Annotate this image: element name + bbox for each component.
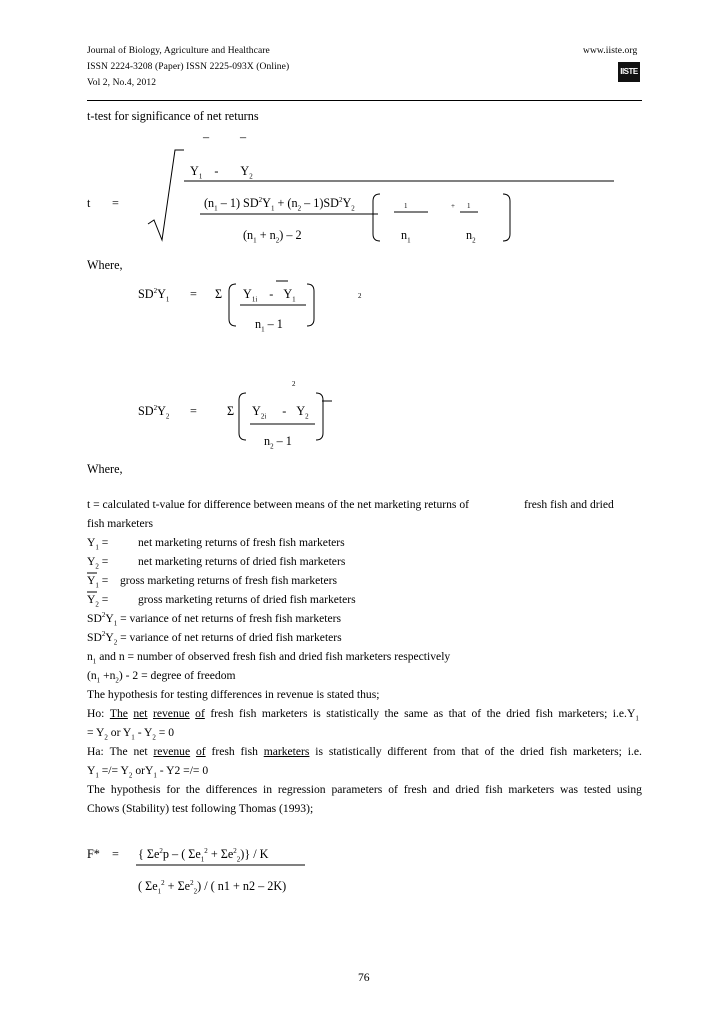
chow-word: fish [485, 783, 503, 796]
chow-word: was [559, 783, 579, 796]
ho-word: fish [535, 707, 553, 720]
chow-word: fresh [403, 783, 427, 796]
ho-word: statistically [326, 707, 380, 720]
ho-word: revenue [153, 707, 190, 720]
ho-word: same [404, 707, 428, 720]
right-bracket [503, 194, 510, 241]
def-sd2: $SD^2Y_2$ = variance of net returns of dried fish marketers [87, 630, 342, 647]
t-label: t [87, 196, 91, 210]
journal-url[interactable]: www.iiste.org [583, 46, 638, 56]
where-label-1: Where, [87, 258, 123, 272]
ha-word: marketers [263, 745, 310, 758]
chow-word: marketers [508, 783, 555, 796]
chow-word: dried [455, 783, 480, 796]
sd2-sigma: Σ [227, 404, 235, 418]
frac2-denominator: $n_2$ [466, 228, 476, 245]
sd2-denominator: $n_2 - 1$ [264, 434, 292, 451]
frac1-numerator: 1 [404, 202, 408, 210]
ha-word: fish [240, 745, 258, 758]
ho-word: of [195, 707, 205, 720]
left-bracket [373, 194, 380, 241]
pooled-variance-denominator: $(n_1 + n_2) - 2$ [243, 228, 302, 245]
ho-word: fish [238, 707, 257, 720]
section-heading: t-test for significance of net returns [87, 109, 259, 123]
def-y1bar: $Y_1$ = [87, 574, 109, 590]
chow-word: regression [277, 783, 326, 796]
sd1-numerator: $Y_{1i} - Y_1$ [243, 287, 296, 304]
chow-word: and [432, 783, 450, 796]
iiste-logo: IISTE [618, 62, 640, 82]
ho-word: the [384, 707, 399, 720]
page-number: 76 [358, 971, 370, 984]
sd2-right-paren [316, 393, 323, 440]
sd1-exponent: 2 [358, 292, 362, 300]
sd2-equals: = [190, 404, 197, 418]
sd1-denominator: $n_1 - 1$ [255, 317, 283, 334]
def-sd1: $SD^2Y_1$ = variance of net returns of fresh fish marketers [87, 611, 342, 628]
ho-end-symbol: $Y_1$ [627, 707, 639, 723]
chow-word: differences [205, 783, 258, 796]
chow-word: in [263, 783, 273, 796]
ha-word: dried [520, 745, 544, 758]
ho-word: The [109, 707, 128, 720]
def-y2: $Y_2$ = [87, 555, 109, 571]
where-label-2: Where, [87, 462, 123, 476]
sd2-exponent: 2 [292, 380, 296, 388]
t-definition: t = calculated t-value for difference between means of the net marketing returns of [87, 498, 469, 511]
ha-line-2: $Y_1$ =/= $Y_2$ orY$_1$ - Y2 =/= 0 [87, 764, 209, 780]
ho-word: fresh [210, 707, 234, 720]
plus-sign: + [451, 202, 455, 210]
bar-mark-1: – [203, 130, 210, 144]
ho-word: dried [506, 707, 531, 720]
sd2-lhs: $SD^2Y_2$ [138, 403, 170, 421]
ha-word: Ha: [87, 745, 104, 758]
f-numerator: { $\Sigma e^2p$ – ( $\Sigma e_1^2 + \Sigma e^2_2)\} / K$ [138, 846, 269, 864]
sd1-sigma: Σ [215, 287, 223, 301]
f-equals: = [112, 847, 119, 861]
ho-word: the [486, 707, 501, 720]
ha-word: marketers; [572, 745, 622, 758]
ha-word: of [195, 745, 206, 758]
ho-word: as [433, 707, 444, 720]
issn-line: ISSN 2224-3208 (Paper) ISSN 2225-093X (Online) [87, 62, 290, 72]
def-y1bar-text: gross marketing returns of fresh fish marketers [120, 574, 337, 587]
ha-word: The [109, 745, 128, 758]
ho-word: marketers [261, 707, 308, 720]
ho-word: i.e. [612, 707, 627, 720]
hypothesis-intro: The hypothesis for testing differences in revenue is stated thus; [87, 688, 380, 701]
ha-word: the [500, 745, 515, 758]
sd1-left-paren [229, 284, 236, 326]
ha-word: revenue [153, 745, 191, 758]
sd1-equals: = [190, 287, 197, 301]
def-n: $n_1$ and n = number of observed fresh fish and dried fish marketers respectively [87, 650, 451, 666]
f-lhs: F* [87, 847, 100, 861]
pooled-variance-numerator: $(n_1 - 1) SD^2Y_1 + (n_2 - 1)SD^2Y_2$ [204, 195, 355, 213]
ha-word: of [484, 745, 495, 758]
ha-word: fish [549, 745, 568, 758]
ha-word: fresh [211, 745, 235, 758]
sd1-lhs: $SD^2Y_1$ [138, 286, 170, 304]
ha-word: net [133, 745, 148, 758]
ha-word: is [315, 745, 323, 758]
sd2-numerator: $Y_{2i} - Y_2$ [252, 404, 309, 421]
def-df: $(n_1 +n_2) - 2$ = degree of freedom [87, 669, 236, 685]
def-y1: $Y_1$ = [87, 536, 109, 552]
ha-word: i.e. [627, 745, 642, 758]
chow-word: tested [583, 783, 611, 796]
volume-line: Vol 2, No.4, 2012 [87, 78, 157, 88]
radical-sign [148, 150, 184, 240]
ha-word: that [461, 745, 479, 758]
chow-line-2: Chows (Stability) test following Thomas (1993); [87, 802, 314, 815]
chow-word: the [185, 783, 200, 796]
ha-word: from [432, 745, 456, 758]
ho-word: marketers; [558, 707, 608, 720]
bar-mark-2: – [240, 130, 247, 144]
ho-word: of [471, 707, 482, 720]
ho-word: net [133, 707, 148, 720]
ho-word: that [448, 707, 466, 720]
ho-word: is [313, 707, 321, 720]
f-denominator: ( $\Sigma e_1^2 + \Sigma e^2_2$) / ( n1 + n2 – 2K) [138, 878, 287, 896]
def-y2bar: $Y_2$ = [87, 593, 109, 609]
frac2-numerator: 1 [467, 202, 471, 210]
t-numerator: $Y_1 - Y_2$ [190, 164, 253, 181]
chow-word: parameters [331, 783, 383, 796]
sd1-right-paren [307, 284, 314, 326]
def-y1-text: net marketing returns of fresh fish marketers [138, 536, 345, 549]
def-y2-text: net marketing returns of dried fish marketers [138, 555, 346, 568]
ho-line-2: = $Y_2$ or $Y_1 - Y_2 = 0$ [87, 726, 175, 742]
ha-word: different [387, 745, 428, 758]
journal-title: Journal of Biology, Agriculture and Healthcare [87, 46, 270, 56]
t-equals: = [112, 196, 119, 210]
ho-word: Ho: [87, 707, 105, 720]
frac1-denominator: $n_1$ [401, 228, 411, 245]
def-y2bar-text: gross marketing returns of dried fish marketers [138, 593, 356, 606]
chow-word: hypothesis [110, 783, 161, 796]
sd2-left-paren [239, 393, 246, 440]
chow-word: for [166, 783, 180, 796]
t-definition-cont: fish marketers [87, 517, 153, 530]
ha-word: statistically [328, 745, 382, 758]
chow-word: of [388, 783, 398, 796]
chow-word: using [616, 783, 642, 796]
chow-word: The [87, 783, 106, 796]
t-definition-end: fresh fish and dried [524, 498, 614, 511]
